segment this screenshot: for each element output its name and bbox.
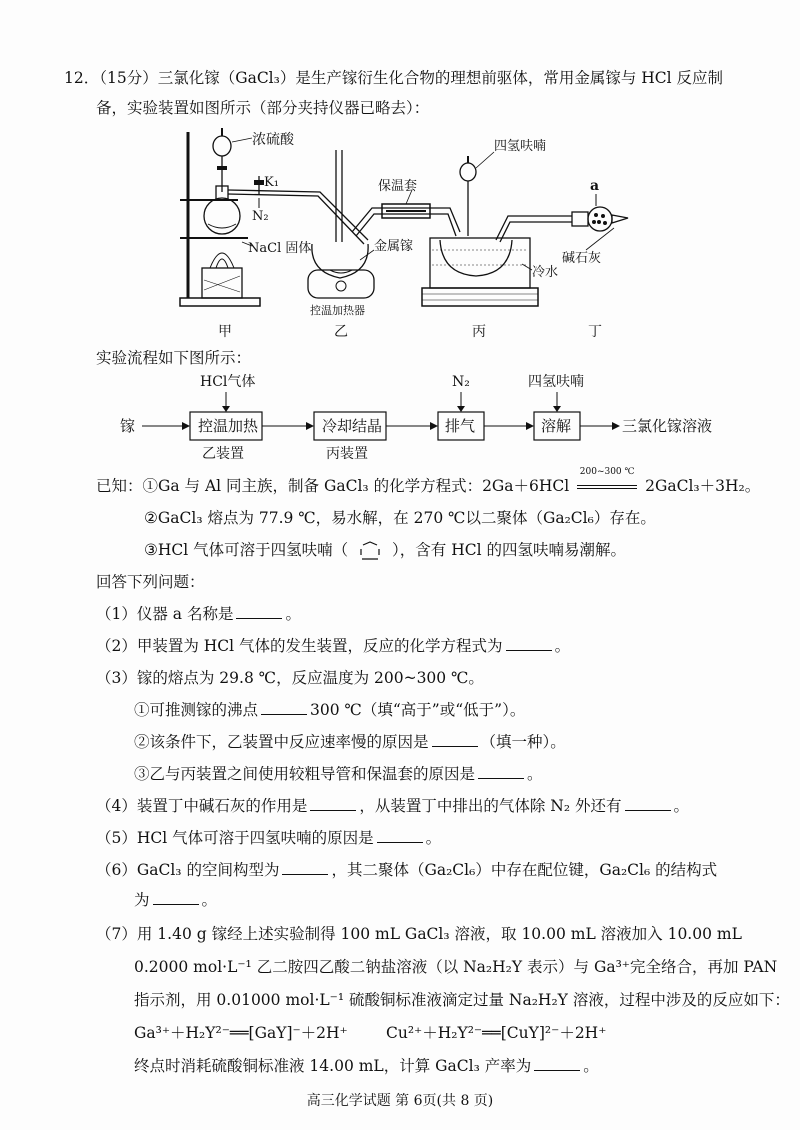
q7-end: 。 <box>583 1057 599 1075</box>
label-a: a <box>590 178 600 194</box>
q4-text-2: ，从装置丁中排出的气体除 N₂ 外还有 <box>359 797 622 815</box>
q6-line1 <box>96 858 717 880</box>
known-1-rhs: 2GaCl₃＋3H₂。 <box>645 477 761 495</box>
apparatus-diagram <box>160 120 640 342</box>
q6-blank-2[interactable] <box>153 890 199 905</box>
unit-ding <box>572 194 628 231</box>
q6-line2 <box>134 888 217 910</box>
q3-part3 <box>134 762 543 784</box>
q4-text: （4）装置丁中碱石灰的作用是 <box>96 797 308 815</box>
q5-answer-blank[interactable] <box>377 828 423 843</box>
q1-answer-blank[interactable] <box>236 604 282 619</box>
q3-part1-text: ①可推测镓的沸点 <box>134 701 259 719</box>
q1 <box>96 602 301 624</box>
known-1 <box>96 467 761 496</box>
q3-stem: （3）镓的熔点为 29.8 ℃，反应温度为 200~300 ℃。 <box>96 669 484 687</box>
known-2: ②GaCl₃ 熔点为 77.9 ℃，易水解，在 270 ℃以二聚体（Ga₂Cl₆）存在。 <box>144 509 656 527</box>
flow-box-crystal-label: 冷却结晶 <box>322 417 383 435</box>
known-1-condition <box>576 467 638 495</box>
q3-part3-blank[interactable] <box>478 764 524 779</box>
q5-text: （5）HCl 气体可溶于四氢呋喃的原因是 <box>96 829 374 847</box>
label-soda-lime: 碱石灰 <box>562 251 602 266</box>
flow-end: 三氯化镓溶液 <box>622 417 713 435</box>
q1-end: 。 <box>285 605 301 623</box>
known-1-lhs: 已知：①Ga 与 Al 同主族，制备 GaCl₃ 的化学方程式：2Ga＋6HCl <box>96 477 570 495</box>
q7-equation-2: Cu²⁺＋H₂Y²⁻══[CuY]²⁻＋2H⁺ <box>386 1024 607 1042</box>
q6-text: （6）GaCl₃ 的空间构型为 <box>96 861 280 879</box>
label-thf: 四氢呋喃 <box>494 139 547 154</box>
flow-caption-bing: 丙装置 <box>326 446 368 462</box>
answer-intro: 回答下列问题： <box>96 573 205 591</box>
known-1-condition-text: 200~300 ℃ <box>579 467 635 477</box>
q4-blank-2[interactable] <box>625 796 671 811</box>
label-conc-h2so4: 浓硫酸 <box>252 132 294 148</box>
q4-blank-1[interactable] <box>310 796 356 811</box>
q5 <box>96 826 441 848</box>
unit-yi <box>308 150 374 298</box>
known-3-a: ③HCl 气体可溶于四氢呋喃（ <box>144 541 349 559</box>
q7-line5-text: 终点时消耗硫酸铜标准液 14.00 mL，计算 GaCl₃ 产率为 <box>134 1057 532 1075</box>
flow-input-hcl: HCl气体 <box>200 374 256 390</box>
flow-box-dissolve-label: 溶解 <box>541 417 572 435</box>
thf-structure-icon <box>353 541 387 561</box>
q4-end: 。 <box>673 797 690 815</box>
flow-diagram <box>120 368 720 468</box>
label-ga: 金属镓 <box>374 239 414 254</box>
label-cold-water: 冷水 <box>532 265 559 280</box>
unit-bing <box>422 156 572 306</box>
flow-input-thf: 四氢呋喃 <box>528 374 584 390</box>
unit-label-jia: 甲 <box>218 324 232 340</box>
q2-end: 。 <box>554 637 571 655</box>
unit-label-bing: 丙 <box>472 324 486 340</box>
q7-line1: （7）用 1.40 g 镓经上述实验制得 100 mL GaCl₃ 溶液，取 10.00 mL 溶液加入 10.00 mL <box>96 925 742 943</box>
unit-label-yi: 乙 <box>334 324 348 340</box>
q2-answer-blank[interactable] <box>506 636 552 651</box>
q3-part3-end: 。 <box>527 765 543 783</box>
flow-box-exhaust-label: 排气 <box>445 417 476 435</box>
q3-part2-end: （填一种）。 <box>480 733 566 751</box>
q4 <box>96 794 689 816</box>
label-heater: 控温加热器 <box>310 304 365 317</box>
insulation-tube <box>352 204 460 236</box>
q7-answer-blank[interactable] <box>534 1056 580 1071</box>
q3-part1-end: 300 ℃（填“高于”或“低于”）。 <box>310 701 526 719</box>
q6-text-2: ，其二聚体（Ga₂Cl₆）中存在配位键，Ga₂Cl₆ 的结构式 <box>331 861 718 879</box>
q3-part2-text: ②该条件下，乙装置中反应速率慢的原因是 <box>134 733 429 751</box>
q7-line3: 指示剂，用 0.01000 mol·L⁻¹ 硫酸铜标准液滴定过量 Na₂H₂Y 溶液，过程中涉及的反应如下： <box>134 991 790 1009</box>
q1-text: （1）仪器 a 名称是 <box>96 605 234 623</box>
label-n2: N₂ <box>252 209 269 224</box>
q7-equation-1: Ga³⁺＋H₂Y²⁻══[GaY]⁻＋2H⁺ <box>134 1024 348 1042</box>
q3-part2 <box>134 730 566 752</box>
flow-start: 镓 <box>120 417 136 435</box>
flow-box-heat-label: 控温加热 <box>198 417 259 435</box>
page-footer: 高三化学试题 第 6页(共 8 页) <box>306 1093 494 1109</box>
q2-text: （2）甲装置为 HCl 气体的发生装置，反应的化学方程式为 <box>96 637 503 655</box>
label-insulation: 保温套 <box>378 179 418 194</box>
q5-end: 。 <box>425 829 442 847</box>
q3-part1 <box>134 698 525 720</box>
label-nacl: NaCl 固体 <box>248 241 312 256</box>
q2 <box>96 634 570 656</box>
q6-text-3: 为 <box>134 891 150 909</box>
flow-title: 实验流程如下图所示： <box>96 349 252 367</box>
unit-jia <box>180 128 368 306</box>
q7-line2: 0.2000 mol·L⁻¹ 乙二胺四乙酸二钠盐溶液（以 Na₂H₂Y 表示）与 Ga³⁺完全络合，再加 PAN <box>134 958 778 976</box>
q6-blank-1[interactable] <box>282 860 328 875</box>
question-stem-line2: 备，实验装置如图所示（部分夹持仪器已略去）： <box>96 99 430 117</box>
label-k1: K₁ <box>264 175 279 190</box>
q7-line5 <box>134 1054 599 1076</box>
q6-end: 。 <box>201 891 218 909</box>
known-3 <box>144 538 626 561</box>
q3-part2-blank[interactable] <box>432 732 478 747</box>
known-3-b: ），含有 HCl 的四氢呋喃易潮解。 <box>392 541 626 559</box>
flow-caption-yi: 乙装置 <box>202 446 244 462</box>
unit-label-ding: 丁 <box>588 324 602 340</box>
q3-part1-blank[interactable] <box>261 700 307 715</box>
q3-part3-text: ③乙与丙装置之间使用较粗导管和保温套的原因是 <box>134 765 476 783</box>
question-stem-line1: 12．（15分）三氯化镓（GaCl₃）是生产镓衍生化合物的理想前驱体，常用金属镓与 HCl 反应制 <box>64 69 724 87</box>
flow-input-n2: N₂ <box>452 374 470 390</box>
